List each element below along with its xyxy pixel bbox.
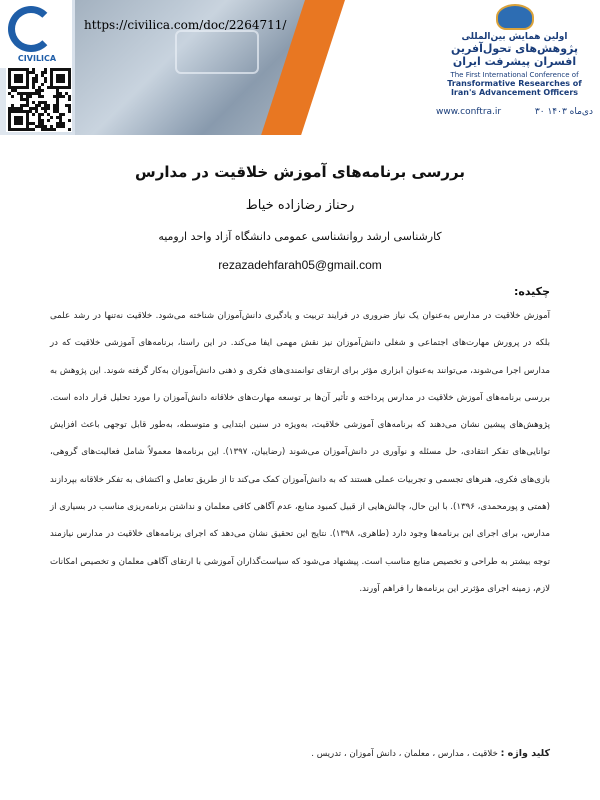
qr-module — [47, 107, 50, 110]
qr-module — [41, 89, 44, 92]
qr-module — [62, 125, 65, 128]
keywords-line — [50, 748, 550, 759]
qr-module — [62, 113, 65, 116]
qr-module — [29, 95, 32, 98]
conference-fa-line1: اولین همایش بین‌المللی — [461, 32, 568, 42]
qr-module — [68, 128, 71, 131]
qr-module — [11, 95, 14, 98]
qr-module — [62, 95, 65, 98]
conference-footer — [432, 107, 597, 117]
logo-label: CIVILICA — [17, 54, 57, 63]
qr-module — [68, 119, 71, 122]
qr-module — [62, 80, 65, 83]
paper-email[interactable]: rezazadehfarah05@gmail.com — [218, 258, 382, 272]
qr-module — [32, 113, 35, 116]
document-url[interactable]: https://civilica.com/doc/2264711/ — [84, 18, 287, 32]
qr-module — [47, 119, 50, 122]
qr-module — [20, 80, 23, 83]
qr-module — [41, 113, 44, 116]
conference-emblem-icon — [496, 4, 534, 30]
civilica-logo[interactable] — [0, 0, 72, 68]
paper-author: رحناز رضازاده خیاط — [245, 198, 355, 213]
qr-module — [41, 83, 44, 86]
abstract-heading: چکیده: — [513, 285, 550, 298]
conference-date: ۳۰ دی‌ماه ۱۴۰۳ — [534, 107, 593, 117]
paper-title: بررسی برنامه‌های آموزش خلاقیت در مدارس — [135, 163, 465, 181]
qr-module — [68, 86, 71, 89]
graduation-cap-graphic — [175, 30, 259, 74]
conference-en-line2: Transformative Researches of — [447, 79, 582, 88]
civilica-logo-icon — [8, 6, 54, 52]
conference-fa-line2: پژوهش‌های تحول‌آفرین — [451, 42, 578, 55]
qr-module — [50, 116, 53, 119]
conference-fa-line3: افسران پیشرفت ایران — [452, 55, 577, 68]
qr-module — [20, 122, 23, 125]
conference-en-line1: The First International Conference of — [450, 71, 579, 79]
conference-en-line3: Iran's Advancement Officers — [450, 88, 579, 97]
abstract-body: آموزش خلاقیت در مدارس به‌عنوان یک نیاز ضروری در فرایند تربیت و یادگیری دانش‌آموزان شناخته می‌شود. خلاقیت نه‌تنها در رشد علمی بلکه در پرورش مهارت‌های اجتماعی و شغلی دانش‌آموزان نیز نقش مهمی ایفا می‌کند. در این راستا، برنامه‌های آموزشی خلاقیت که در مدارس اجرا می‌شوند، می‌توانند به‌عنوان ابزاری مؤثر برای ارتقای توانمندی‌های فکری و ذهنی دانش‌آموزان به‌کار گرفته شوند. این پژوهش به بررسی برنامه‌های آموزش خلاقیت در مدارس پرداخته و تأثیر آن‌ها بر توسعه مهارت‌های خلاقانه دانش‌آموزان را مورد تحلیل قرار داده است. پژوهش‌های پیشین نشان می‌دهند که برنامه‌های آموزشی خلاقیت، به‌ویژه در سنین ابتدایی و متوسطه، به‌طور قابل توجهی باعث افزایش توانایی‌های تفکر انتقادی، حل مسئله و نوآوری در دانش‌آموزان می‌شوند (رضاییان، ۱۳۹۷). این برنامه‌ها معمولاً شامل فعالیت‌های گروهی، بازی‌های فکری، هنرهای تجسمی و تجربیات عملی هستند که به دانش‌آموزان کمک می‌کند تا از طریق تعامل و اکتشاف به تفکر خلاقانه بپردازند (همتی و پورمحمدی، ۱۳۹۶). با این حال، چالش‌هایی از قبیل کمبود منابع، عدم آگاهی کافی معلمان و نداشتن برنامه‌ریزی مناسب در بسیاری از مدارس، برای اجرای این برنامه‌ها وجود دارد (طاهری، ۱۳۹۸). نتایج این تحقیق نشان می‌دهد که اجرای برنامه‌های خلاقیت در مدارس نیازمند توجه بیشتر به طراحی و تخصیص منابع مناسب است. پیشنهاد می‌شود که سیاست‌گذاران آموزشی با ارتقای آگاهی معلمان و تخصیص امکانات لازم، زمینه اجرای مؤثرتر این برنامه‌ها را فراهم آورند. — [50, 311, 551, 594]
qr-module — [44, 71, 47, 74]
conference-logo-block — [432, 4, 597, 117]
qr-module — [32, 128, 35, 131]
conference-website[interactable]: www.conftra.ir — [436, 107, 502, 117]
keywords-list: خلاقیت ، مدارس ، معلمان ، دانش آموزان ، تدریس . — [311, 749, 498, 759]
qr-module — [53, 128, 56, 131]
qr-module — [35, 80, 38, 83]
qr-module — [68, 110, 71, 113]
qr-module — [44, 80, 47, 83]
paper-affiliation: کارشناسی ارشد روانشناسی عمومی دانشگاه آزاد واحد ارومیه — [158, 230, 442, 243]
keywords-label: کلید واژه : — [500, 748, 550, 759]
qr-module — [68, 98, 71, 101]
qr-module — [26, 86, 29, 89]
qr-module — [41, 95, 44, 98]
qr-code — [6, 66, 72, 132]
